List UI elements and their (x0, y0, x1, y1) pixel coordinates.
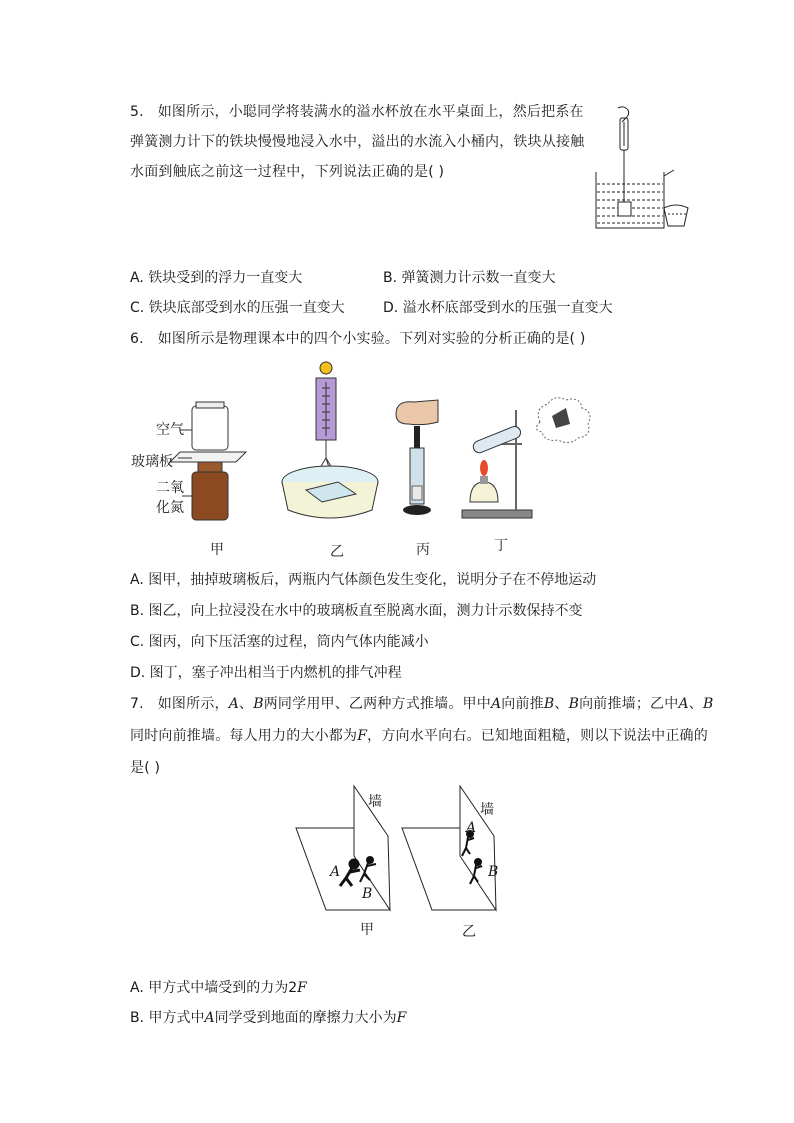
label-ding: 丁 (494, 538, 508, 554)
label-yi: 乙 (330, 544, 344, 560)
label-jia: 甲 (210, 542, 224, 558)
person-a-jia-label: A (330, 864, 341, 880)
q6-option-a: A. 图甲，抽掉玻璃板后，两瓶内气体颜色发生变化，说明分子在不停地运动 (130, 572, 597, 588)
q6-number: 6. (130, 331, 144, 347)
q7-option-a-var: F (297, 980, 307, 996)
q6-figure-yi (278, 360, 388, 530)
q7-option-b-var: F (396, 1010, 407, 1026)
q5-option-a: A. 铁块受到的浮力一直变大 (130, 270, 303, 286)
label-person-a-jia (330, 862, 340, 882)
person-b-yi-icon (475, 859, 481, 865)
label-person-a-yi (466, 818, 476, 838)
label-wall-jia: 墙 (368, 794, 382, 810)
q7-var: B (543, 696, 555, 712)
stand-base-icon (462, 510, 532, 518)
q7-var: B (253, 696, 264, 712)
q7-line-3: 是( ) (130, 760, 161, 776)
label-no2-line1: 二氧 (156, 480, 184, 496)
q7-option-b-var: A (204, 1010, 215, 1026)
q7-option-b-text: B. 甲方式中 (130, 1010, 205, 1026)
label-air: 空气 (156, 422, 184, 438)
label-no2-line2: 化氮 (156, 500, 184, 516)
q7-option-b (130, 1008, 406, 1028)
q7-text: 向前推 (501, 696, 544, 712)
q6-figure-ding (456, 396, 596, 524)
bucket-icon (664, 205, 688, 226)
person-b-jia-label: B (362, 886, 373, 902)
air-bottle-icon (192, 406, 228, 450)
label-person-b-jia (362, 884, 372, 904)
q7-text: 同时向前推墙。每人用力的大小都为 (130, 728, 358, 744)
q5-option-c: C. 铁块底部受到水的压强一直变大 (130, 300, 345, 316)
q7-text: 、 (688, 696, 703, 712)
q7-line-2 (130, 726, 708, 746)
q6-option-b: B. 图乙，向上拉浸没在水中的玻璃板直至脱离水面，测力计示数保持不变 (130, 603, 583, 619)
test-tube-icon (471, 425, 522, 455)
no2-bottle-icon (192, 472, 228, 520)
label-wall-yi: 墙 (480, 802, 494, 818)
flame-icon (480, 460, 488, 476)
q7-var: A (228, 696, 240, 712)
spirit-lamp-icon (470, 482, 498, 502)
q7-number: 7. (130, 696, 144, 712)
label-yi-q7: 乙 (462, 924, 476, 940)
q7-var: B (702, 696, 714, 712)
piston-rod-icon (414, 426, 420, 450)
glass-plate-icon (170, 452, 246, 462)
label-glass-plate: 玻璃板 (131, 454, 173, 470)
iron-block-icon (618, 202, 631, 216)
q7-text: 如图所示， (157, 696, 229, 712)
q7-option-b-text: 同学受到地面的摩擦力大小为 (214, 1010, 397, 1026)
q7-text: 、 (554, 696, 569, 712)
q7-text: 向前推墙；乙中 (579, 696, 679, 712)
person-a-jia-icon (350, 860, 358, 868)
q7-var: A (490, 696, 502, 712)
q5-stem-line-1: 如图所示，小聪同学将装满水的溢水杯放在水平桌面上，然后把系在 (157, 104, 584, 120)
q5-option-b: B. 弹簧测力计示数一直变大 (383, 270, 556, 286)
label-bing: 丙 (416, 542, 430, 558)
q6-option-c: C. 图丙，向下压活塞的过程，筒内气体内能减小 (130, 634, 429, 650)
hand-icon (396, 400, 438, 425)
q6-line (130, 329, 586, 349)
q5-stem-line-2: 弹簧测力计下的铁块慢慢地浸入水中，溢出的水流入小桶内，铁块从接触 (130, 134, 585, 150)
q5-overflow-cup-figure (590, 104, 700, 234)
person-a-yi-label: A (466, 820, 477, 836)
q7-text: ，方向水平向右。已知地面粗糙，则以下说法中正确的 (367, 728, 708, 744)
q7-var: B (568, 696, 580, 712)
q6-figure-bing (388, 396, 448, 520)
person-b-jia-icon (367, 857, 373, 863)
q5-stem-line-3: 水面到触底之前这一过程中，下列说法正确的是( ) (130, 164, 445, 180)
q7-line-1 (130, 694, 713, 714)
q5-option-d: D. 溢水杯底部受到水的压强一直变大 (383, 300, 613, 316)
label-person-b-yi (488, 862, 498, 882)
q7-var: F (357, 728, 368, 744)
q6-stem: 如图所示是物理课本中的四个小实验。下列对实验的分析正确的是( ) (157, 331, 586, 347)
q7-text: 两同学用甲、乙两种方式推墙。甲中 (263, 696, 491, 712)
q6-option-d: D. 图丁，塞子冲出相当于内燃机的排气冲程 (130, 665, 402, 681)
q5-number: 5. (130, 104, 144, 120)
person-b-yi-label: B (488, 864, 499, 880)
spring-scale-hook-icon (320, 362, 332, 374)
q5-line-1 (130, 102, 584, 122)
q7-option-a (130, 978, 307, 998)
q7-option-a-text: A. 甲方式中墙受到的力为2 (130, 980, 298, 996)
q7-text: 、 (239, 696, 254, 712)
q7-var: A (678, 696, 689, 712)
label-jia-q7: 甲 (360, 922, 374, 938)
